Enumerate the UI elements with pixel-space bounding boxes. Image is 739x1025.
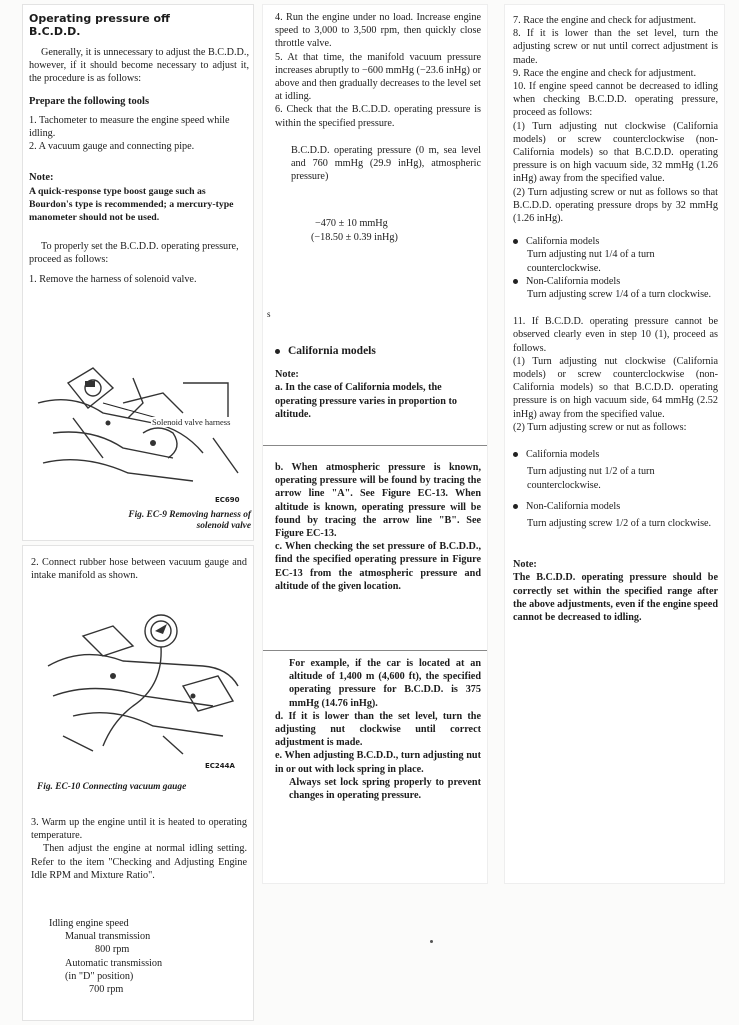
note-text: A quick-response type boost gauge such as Bourdon's type is recommended; a mercury-type manometer should not be used. <box>29 185 234 224</box>
california-1 <box>513 235 718 248</box>
example-text: For example, if the car is located at an altitude of 1,400 m (4,600 ft), the specified operating pressure for B.C.D.D. is 375 mmHg (14.76 inHg). <box>289 658 481 709</box>
margin-mark: s <box>267 309 271 319</box>
bullet-icon <box>513 279 518 284</box>
california-1-text: Turn adjusting nut 1/4 of a turn counterclockwise. <box>527 249 655 274</box>
col2-card <box>262 4 488 884</box>
idle-auto-rpm: 700 rpm <box>89 984 124 996</box>
idle-speed-table <box>49 917 239 996</box>
note-c: c. When checking the set pressure of B.C.D.D., find the specified operating pressure in Figure EC-13 from the atmospheric pressure and altitude of the given location. <box>275 541 481 592</box>
idle-title: Idling engine speed <box>49 918 129 929</box>
step-7: 7. Race the engine and check for adjustment. <box>513 15 697 26</box>
note-e-detail: Always set lock spring properly to prevent changes in operating pressure. <box>289 776 481 802</box>
step-8: 8. If it is lower than the set level, turn the adjusting screw or nut until correct adjustment is made. <box>513 28 718 66</box>
col3-card <box>504 4 725 884</box>
california-heading-text: California models <box>288 345 376 357</box>
non-california-1 <box>513 275 718 288</box>
idle-manual: Manual transmission <box>65 931 151 943</box>
idle-manual-rpm: 800 rpm <box>95 944 130 956</box>
bullet-icon <box>513 504 518 509</box>
note-heading: Note: <box>275 369 299 381</box>
step-6: 6. Check that the B.C.D.D. operating pressure is within the specified pressure. <box>275 104 481 129</box>
spec-text: B.C.D.D. operating pressure (0 m, sea level and 760 mmHg (29.9 inHg), atmospheric pressure) <box>291 144 481 183</box>
figure-vacuum-gauge <box>43 606 243 756</box>
fig2-caption: Fig. EC-10 Connecting vacuum gauge <box>37 782 187 792</box>
note-heading: Note: <box>513 559 537 571</box>
step-10-2: (2) Turn adjusting screw or nut as follows so that B.C.D.D. operating pressure drops by 32 mmHg (1.26 inHg). <box>513 186 718 225</box>
divider-1 <box>263 445 488 446</box>
fig1-caption <box>61 510 251 532</box>
bullet-icon <box>513 239 518 244</box>
step-3-detail: Then adjust the engine at normal idling setting. Refer to the item "Checking and Adjusting Engine Idle RPM and Mixture Ratio". <box>31 843 247 881</box>
non-california-2-text: Turn adjusting screw 1/2 of a turn clockwise. <box>527 517 712 529</box>
spec-value-inhg: (−18.50 ± 0.39 inHg) <box>311 231 398 243</box>
california-2-label: California models <box>526 449 600 461</box>
california-1-label: California models <box>526 236 600 248</box>
note-b: b. When atmospheric pressure is known, operating pressure will be found by tracing the arrow line "A". See Figure EC-13. When altitude is known, operating pressure will be found by tracing the arrow line "B". See Figure EC-13. <box>275 462 481 540</box>
note-heading: Note: <box>29 172 54 184</box>
step-10: 10. If engine speed cannot be decreased to idling when checking B.C.D.D. operating pressure, proceed as follows: <box>513 81 718 119</box>
fig1-label: Solenoid valve harness <box>152 417 231 427</box>
step-9: 9. Race the engine and check for adjustment. <box>513 67 697 79</box>
section-title-line1: Operating pressure off <box>29 12 170 25</box>
step-11-1: (1) Turn adjusting nut clockwise (California models) or screw counterclockwise (non-California models) so that B.C.D.D. operating pressure is on high vacuum side, 64 mmHg (2.52 inHg) away from the specified value. <box>513 355 718 420</box>
note-text: The B.C.D.D. operating pressure should be correctly set within the specified range after the above adjustments, even if the engine speed cannot be decreased to idling. <box>513 572 718 623</box>
fig1-caption-line1: Fig. EC-9 Removing harness of <box>128 510 251 520</box>
idle-auto: Automatic transmission <box>65 957 163 969</box>
step-11: 11. If B.C.D.D. operating pressure cannot be observed clearly even in step 10 (1), proceed as follows. <box>513 316 718 354</box>
bullet-icon <box>513 452 518 457</box>
divider-2 <box>263 650 488 651</box>
step-1: 1. Remove the harness of solenoid valve. <box>29 273 197 285</box>
non-california-2 <box>513 500 718 513</box>
california-heading <box>275 345 481 358</box>
step-3: 3. Warm up the engine until it is heated to operating temperature. <box>31 817 247 842</box>
note-a: a. In the case of California models, the operating pressure varies in proportion to altitude. <box>275 382 457 420</box>
california-2 <box>513 448 718 461</box>
step-11-2: (2) Turn adjusting screw or nut as follows: <box>513 421 687 433</box>
spec-value-mmhg: −470 ± 10 mmHg <box>315 218 388 230</box>
tool-item-1: 1. Tachometer to measure the engine speed while idling. <box>29 114 230 140</box>
note-e: e. When adjusting B.C.D.D., turn adjusting nut in or out with lock spring in place. <box>275 750 481 775</box>
idle-auto-position: (in "D" position) <box>65 970 134 982</box>
step-10-1: (1) Turn adjusting nut clockwise (California models) or screw counterclockwise (non-California models) so that B.C.D.D. operating pressure is on high vacuum side, 32 mmHg (1.26 inHg) away from the specified value. <box>513 120 718 185</box>
step-2: 2. Connect rubber hose between vacuum gauge and intake manifold as shown. <box>31 557 247 582</box>
fig1-code: EC690 <box>215 496 240 504</box>
step-5: 5. At that time, the manifold vacuum pressure increases abruptly to −600 mmHg (−23.6 inHg) or above and then gradually decreases to the level set at idling. <box>275 51 481 103</box>
note-d: d. If it is lower than the set level, turn the adjusting nut clockwise until correct adjustment is made. <box>275 710 481 749</box>
step-4: 4. Run the engine under no load. Increase engine speed to 3,000 to 3,500 rpm, then quickly close throttle valve. <box>275 12 481 50</box>
col1-top-card <box>22 4 254 541</box>
fig1-caption-line2: solenoid valve <box>196 521 251 531</box>
tool-item-2: 2. A vacuum gauge and connecting pipe. <box>29 141 195 153</box>
bullet-icon <box>275 349 280 354</box>
section-title <box>29 12 249 38</box>
figure-removing-harness <box>33 363 248 493</box>
tools-heading: Prepare the following tools <box>29 95 150 107</box>
col1-bottom-card <box>22 545 254 1021</box>
california-2-text: Turn adjusting nut 1/2 of a turn counterclockwise. <box>527 466 655 491</box>
non-california-1-label: Non-California models <box>526 275 621 287</box>
non-california-1-text: Turn adjusting screw 1/4 of a turn clockwise. <box>527 289 712 301</box>
non-california-2-label: Non-California models <box>526 500 621 512</box>
speck <box>430 940 433 943</box>
fig2-code: EC244A <box>205 762 235 770</box>
intro-text: Generally, it is unnecessary to adjust the B.C.D.D., however, if it should become necessary to adjust it, the procedure is as follows: <box>29 47 249 85</box>
proper-set-text: To properly set the B.C.D.D. operating pressure, proceed as follows: <box>29 241 239 266</box>
section-title-line2: B.C.D.D. <box>29 25 81 38</box>
